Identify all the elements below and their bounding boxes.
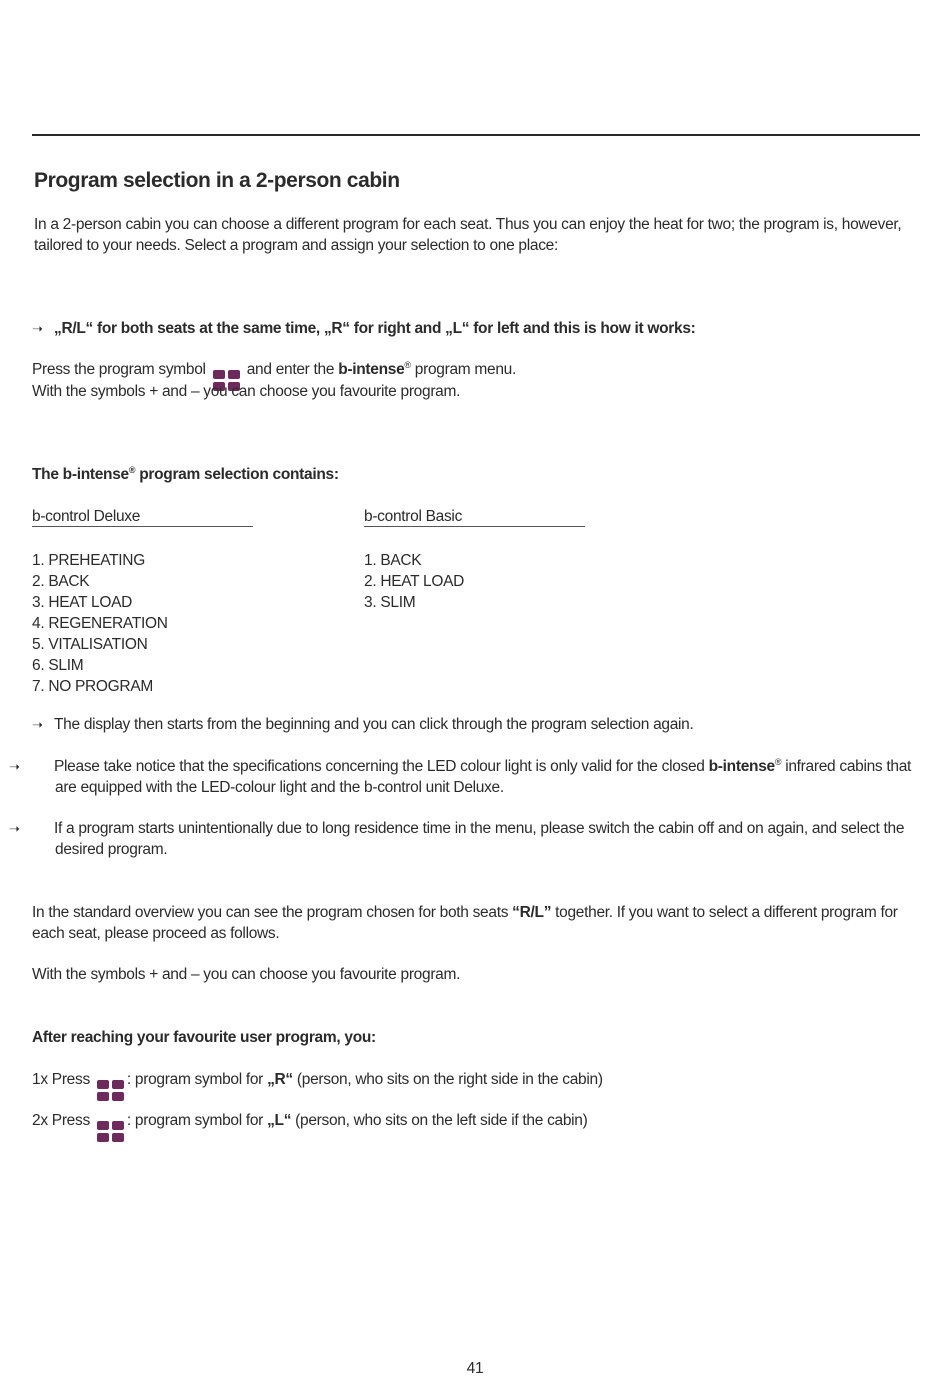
selection-heading [32, 464, 339, 485]
after-heading [32, 1027, 376, 1048]
list-item: 4. REGENERATION [32, 615, 168, 632]
deluxe-program-list [32, 550, 253, 697]
intro-paragraph: In a 2-person cabin you can choose a different program for each seat. Thus you can enjoy the heat for two; the program is, however, tailored to your needs. Select a program and assign your selection to one place: [34, 216, 902, 254]
press1-before: : program symbol for [126, 1071, 264, 1088]
basic-program-list [364, 550, 585, 613]
rl-heading [32, 318, 696, 339]
basic-heading: b-control Basic [364, 508, 585, 527]
note-unintended-start [9, 818, 925, 860]
selection-heading-before: The b-intense [32, 466, 129, 483]
overview-after: together. If you want to select a different program for each seat, please proceed as follows. [32, 904, 898, 942]
overview-before: In the standard overview you can see the program chosen for both seats [32, 904, 509, 921]
press2-bold: „L“ [267, 1112, 292, 1129]
arrow-icon: ➝ [9, 821, 20, 836]
selection-heading-after: program selection contains: [139, 466, 339, 483]
list-item: 5. VITALISATION [32, 636, 148, 653]
list-item: 1. PREHEATING [32, 552, 145, 569]
note-display-restart [32, 714, 694, 735]
press-r-line [32, 1069, 603, 1101]
program-grid-icon [97, 1121, 124, 1142]
rl-heading-text: „R/L“ for both seats at the same time, „R“ for right and „L“ for left and this is how it works: [54, 320, 696, 337]
list-item: 1. BACK [364, 552, 422, 569]
symbols-line-2: With the symbols + and – you can choose you favourite program. [32, 966, 461, 983]
arrow-icon: ➝ [32, 321, 43, 336]
press2-before: : program symbol for [126, 1112, 264, 1129]
basic-column [364, 506, 585, 613]
note-led-colour [9, 756, 925, 798]
press-line-before: Press the program symbol [32, 361, 206, 378]
note2-after: infrared cabins that are equipped with the LED-colour light and the b-control unit Deluxe. [55, 758, 912, 796]
brand-name: b-intense [708, 758, 775, 775]
list-item: 3. SLIM [364, 594, 416, 611]
brand-name: b-intense [338, 361, 405, 378]
press-line-middle: and enter the [246, 361, 335, 378]
symbols-line: With the symbols + and – you can choose you favourite program. [32, 383, 461, 400]
list-item: 7. NO PROGRAM [32, 678, 153, 695]
arrow-icon: ➝ [9, 759, 20, 774]
registered-mark: ® [404, 359, 411, 370]
program-grid-icon [97, 1080, 124, 1101]
deluxe-column [32, 506, 253, 697]
list-item: 3. HEAT LOAD [32, 594, 133, 611]
overview-bold: “R/L” [512, 904, 552, 921]
deluxe-heading: b-control Deluxe [32, 508, 253, 527]
list-item: 2. BACK [32, 573, 90, 590]
press2-after: (person, who sits on the left side if the cabin) [295, 1112, 588, 1129]
overview-paragraph [32, 902, 922, 944]
press-line-after: program menu. [414, 361, 516, 378]
page-number: 41 [466, 1360, 484, 1377]
registered-mark: ® [128, 464, 136, 475]
press-l-line [32, 1110, 588, 1142]
press1-after: (person, who sits on the right side in the cabin) [296, 1071, 603, 1088]
note2-before: Please take notice that the specifications concerning the LED colour light is only valid for the closed [54, 758, 705, 775]
list-item: 2. HEAT LOAD [364, 573, 465, 590]
press2-lead: 2x Press [32, 1112, 90, 1129]
note3-text: If a program starts unintentionally due to long residence time in the menu, please switch the cabin off and on again, and select the desired program. [54, 820, 905, 858]
press1-bold: „R“ [267, 1071, 293, 1088]
list-item: 6. SLIM [32, 657, 84, 674]
note1-text: The display then starts from the beginning and you can click through the program selection again. [54, 716, 694, 733]
arrow-icon: ➝ [32, 717, 43, 732]
press1-lead: 1x Press [32, 1071, 90, 1088]
top-divider [32, 134, 920, 136]
after-heading-text: After reaching your favourite user program, you: [32, 1029, 376, 1046]
page-title: Program selection in a 2-person cabin [34, 169, 400, 192]
registered-mark: ® [774, 756, 782, 767]
